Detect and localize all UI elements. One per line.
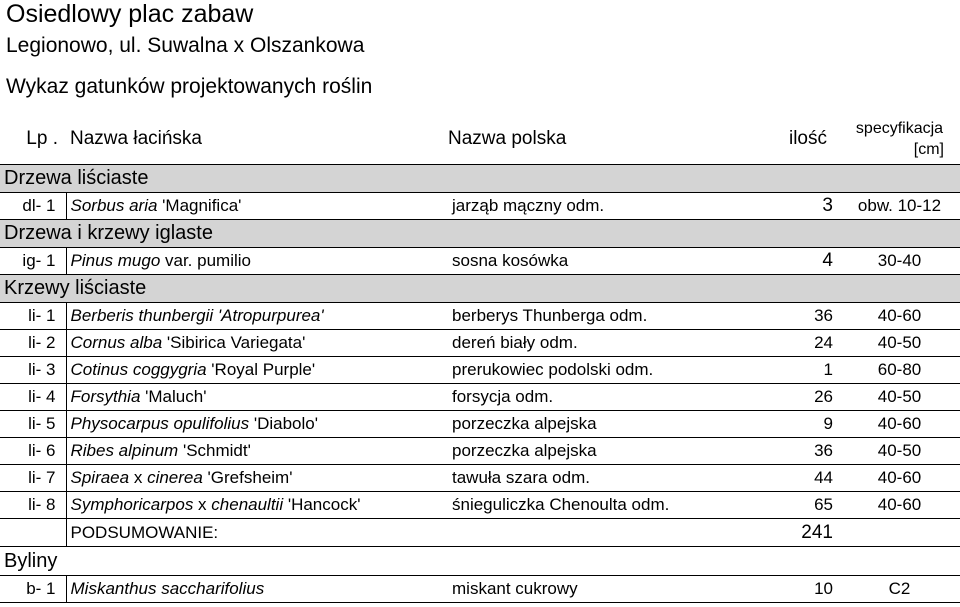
cell-qty: 65 [777,492,839,519]
table-row [0,193,960,220]
cell-spec: 40-50 [839,330,960,357]
cell-spec: obw. 10-12 [839,193,960,220]
cell-latin [66,303,448,330]
cell-polish-empty [448,519,777,547]
cell-qty: 1 [777,357,839,384]
cell-lp: li- 3 [0,357,66,384]
cell-latin [66,330,448,357]
summary-total: 241 [777,519,839,547]
section-header-row [0,165,960,193]
cell-qty: 4 [777,248,839,275]
latin-italic-2: cinerea [147,468,203,487]
latin-rest: x [193,495,212,514]
col-latin-header: Nazwa łacińska [66,114,448,165]
latin-italic: Physocarpus opulifolius [70,414,250,433]
latin-italic: Miskanthus saccharifolius [70,579,265,598]
latin-rest: 'Sibirica Variegata' [162,333,306,352]
cell-qty: 9 [777,411,839,438]
table-row [0,411,960,438]
latin-italic: Pinus mugo [70,251,161,270]
cell-polish: jarząb mączny odm. [448,193,777,220]
cell-latin [66,576,448,603]
plant-species-table [0,114,960,603]
latin-italic: Ribes alpinum [70,441,179,460]
cell-polish: prerukowiec podolski odm. [448,357,777,384]
cell-qty: 36 [777,303,839,330]
cell-polish: miskant cukrowy [448,576,777,603]
latin-italic: Cornus alba [70,333,163,352]
cell-lp: li- 1 [0,303,66,330]
latin-italic: Forsythia [70,387,141,406]
latin-rest: 'Diabolo' [249,414,318,433]
table-row [0,330,960,357]
col-qty-header: ilość [777,114,839,165]
latin-rest-2: 'Grefsheim' [202,468,293,487]
cell-latin [66,465,448,492]
document-title: Osiedlowy plac zabaw [6,0,254,28]
table-row [0,303,960,330]
table-row [0,248,960,275]
cell-spec: C2 [839,576,960,603]
cell-qty: 10 [777,576,839,603]
cell-polish: forsycja odm. [448,384,777,411]
cell-latin [66,193,448,220]
cell-polish: dereń biały odm. [448,330,777,357]
col-lp-header: Lp . [0,114,66,165]
cell-lp: li- 4 [0,384,66,411]
cell-spec: 40-60 [839,303,960,330]
latin-italic: Sorbus aria [70,196,158,215]
cell-lp: b- 1 [0,576,66,603]
cell-polish: porzeczka alpejska [448,411,777,438]
table-row [0,492,960,519]
latin-rest-2: 'Hancock' [283,495,361,514]
cell-lp: li- 5 [0,411,66,438]
cell-latin [66,357,448,384]
cell-latin [66,411,448,438]
latin-italic: Spiraea [70,468,130,487]
cell-spec: 40-60 [839,465,960,492]
cell-lp: li- 8 [0,492,66,519]
cell-polish: berberys Thunberga odm. [448,303,777,330]
summary-label: PODSUMOWANIE: [66,519,448,547]
section-header-row [0,275,960,303]
document-address: Legionowo, ul. Suwalna x Olszankowa [6,34,365,57]
cell-qty: 24 [777,330,839,357]
latin-rest: 'Schmidt' [178,441,251,460]
table-row [0,576,960,603]
cell-polish: tawuła szara odm. [448,465,777,492]
cell-qty: 44 [777,465,839,492]
cell-lp: li- 7 [0,465,66,492]
section-title: Krzewy liściaste [0,275,960,303]
col-spec-header-line1: specyfikacja [855,120,944,137]
document-subtitle: Wykaz gatunków projektowanych roślin [6,75,373,98]
latin-italic: Berberis thunbergii 'Atropurpurea' [70,306,324,325]
cell-spec: 60-80 [839,357,960,384]
column-header-row [0,114,960,165]
latin-italic-2: chenaultii [211,495,284,514]
cell-lp: li- 6 [0,438,66,465]
latin-rest: x [129,468,148,487]
col-spec-header-line2: [cm] [913,141,944,158]
latin-rest: 'Maluch' [140,387,207,406]
cell-lp: dl- 1 [0,193,66,220]
cell-lp: li- 2 [0,330,66,357]
section-title: Drzewa i krzewy iglaste [0,220,960,248]
latin-rest: 'Magnifica' [157,196,242,215]
cell-latin [66,384,448,411]
table-row [0,465,960,492]
cell-lp-empty [0,519,66,547]
cell-qty: 36 [777,438,839,465]
latin-rest: var. pumilio [160,251,251,270]
cell-polish: śnieguliczka Chenoulta odm. [448,492,777,519]
cell-lp: ig- 1 [0,248,66,275]
table-row [0,357,960,384]
cell-latin [66,248,448,275]
col-spec-header [839,114,960,165]
cell-spec: 40-50 [839,438,960,465]
cell-spec: 40-60 [839,492,960,519]
table-row [0,438,960,465]
section-title: Drzewa liściaste [0,165,960,193]
cell-qty: 26 [777,384,839,411]
cell-spec-empty [839,519,960,547]
summary-row [0,519,960,547]
latin-rest: 'Royal Purple' [206,360,316,379]
table-row [0,384,960,411]
cell-spec: 30-40 [839,248,960,275]
col-polish-header: Nazwa polska [448,114,777,165]
latin-italic: Cotinus coggygria [70,360,207,379]
cell-latin [66,492,448,519]
cell-qty: 3 [777,193,839,220]
cell-polish: porzeczka alpejska [448,438,777,465]
section-title: Byliny [0,547,960,576]
cell-latin [66,438,448,465]
cell-spec: 40-60 [839,411,960,438]
cell-polish: sosna kosówka [448,248,777,275]
section-header-row [0,220,960,248]
latin-italic: Symphoricarpos [70,495,194,514]
cell-spec: 40-50 [839,384,960,411]
section-header-row [0,547,960,576]
